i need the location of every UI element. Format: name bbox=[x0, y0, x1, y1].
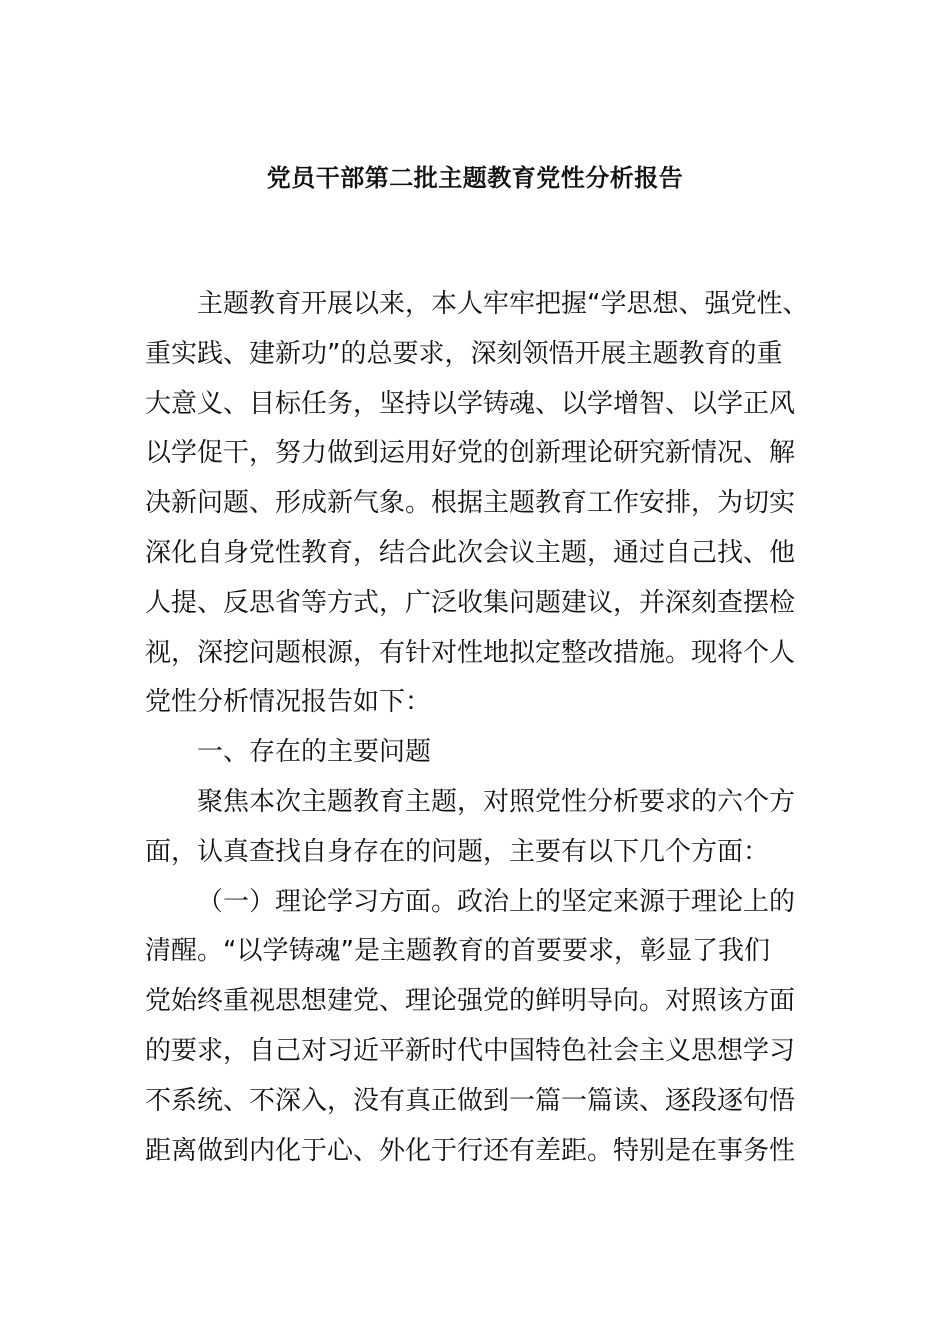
paragraph-line: 距离做到内化于心、外化于行还有差距。特别是在事务性 bbox=[145, 1135, 796, 1166]
paragraph-line: 深化自身党性教育，结合此次会议主题，通过自己找、他 bbox=[145, 537, 796, 568]
paragraph-line: 人提、反思省等方式，广泛收集问题建议，并深刻查摆检 bbox=[145, 587, 796, 618]
paragraph-line: 不系统、不深入，没有真正做到一篇一篇读、逐段逐句悟 bbox=[145, 1085, 796, 1116]
paragraph-line: 清醒。“以学铸魂”是主题教育的首要要求，彰显了我们 bbox=[145, 936, 770, 967]
paragraph-line: 聚焦本次主题教育主题，对照党性分析要求的六个方 bbox=[197, 786, 796, 817]
document-title: 党员干部第二批主题教育党性分析报告 bbox=[266, 164, 684, 192]
paragraph-line: 视，深挖问题根源，有针对性地拟定整改措施。现将个人 bbox=[145, 637, 796, 668]
document-body bbox=[145, 280, 810, 1176]
paragraph-line: 党性分析情况报告如下： bbox=[145, 687, 432, 718]
paragraph-line: 重实践、建新功”的总要求，深刻领悟开展主题教育的重 bbox=[145, 338, 783, 369]
paragraph-line: 党始终重视思想建党、理论强党的鲜明导向。对照该方面 bbox=[145, 986, 796, 1017]
paragraph-line: 以学促干，努力做到运用好党的创新理论研究新情况、解 bbox=[145, 438, 796, 469]
paragraph-line: 大意义、目标任务，坚持以学铸魂、以学增智、以学正风 bbox=[145, 388, 796, 419]
paragraph-line: 决新问题、形成新气象。根据主题教育工作安排，为切实 bbox=[145, 488, 796, 519]
subsection-line: （一）理论学习方面。政治上的坚定来源于理论上的 bbox=[197, 886, 796, 917]
paragraph-line: 主题教育开展以来，本人牢牢把握“学思想、强党性、 bbox=[197, 289, 809, 319]
paragraph-line: 的要求，自己对习近平新时代中国特色社会主义思想学习 bbox=[145, 1035, 796, 1066]
paragraph-line: 面，认真查找自身存在的问题，主要有以下几个方面： bbox=[145, 836, 770, 867]
section-heading: 一、存在的主要问题 bbox=[197, 737, 432, 768]
